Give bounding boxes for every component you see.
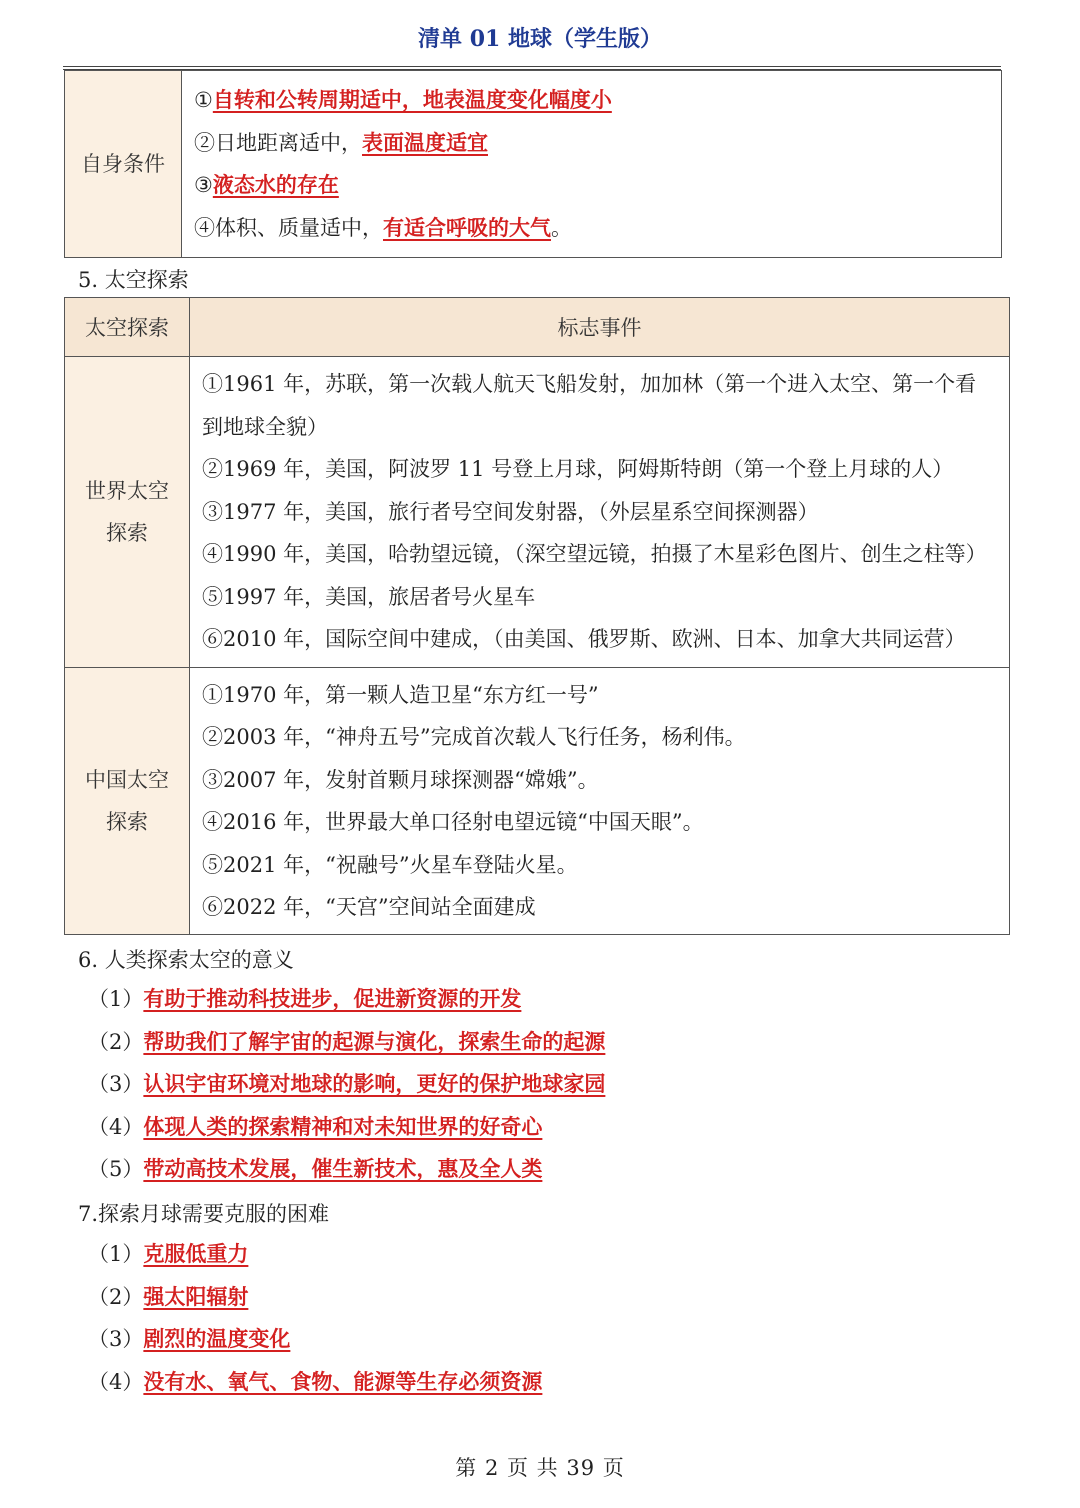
event-item: ①1961 年，苏联，第一次载人航天飞船发射，加加林（第一个进入太空、第一个看到地球全貌）	[202, 372, 977, 439]
event-item: ④2016 年，世界最大单口径射电望远镜“中国天眼”。	[202, 810, 704, 834]
self-condition-item: ①自转和公转周期适中，地表温度变化幅度小	[194, 87, 612, 112]
list-item: （5）带动高技术发展，催生新技术，惠及全人类	[88, 1156, 543, 1181]
event-item: ④1990 年，美国，哈勃望远镜，（深空望远镜，拍摄了木星彩色图片、创生之柱等）	[202, 542, 987, 567]
event-item: ①1970 年，第一颗人造卫星“东方红一号”	[202, 682, 599, 707]
list-item: （3）剧烈的温度变化	[88, 1326, 291, 1351]
self-conditions-label: 自身条件	[65, 71, 182, 258]
self-conditions-content	[182, 71, 1002, 258]
world-exploration-events	[190, 357, 1010, 668]
section-6-title: 6. 人类探索太空的意义	[78, 948, 294, 972]
self-condition-item: ④体积、质量适中，有适合呼吸的大气。	[194, 214, 572, 240]
china-exploration-events	[190, 668, 1010, 935]
list-item: （4）体现人类的探索精神和对未知世界的好奇心	[88, 1113, 543, 1139]
list-item: （1）克服低重力	[88, 1241, 249, 1266]
event-item: ②1969 年，美国，阿波罗 11 号登上月球，阿姆斯特朗（第一个登上月球的人）	[202, 457, 954, 482]
list-item: （1）有助于推动科技进步，促进新资源的开发	[88, 986, 522, 1011]
difficulties-list	[88, 1233, 542, 1403]
self-condition-item: ②日地距离适中，表面温度适宜	[194, 129, 488, 155]
event-item: ⑤1997 年，美国，旅居者号火星车	[202, 584, 536, 609]
page-footer: 第 2 页 共 39 页	[455, 1456, 625, 1480]
list-item: （2）强太阳辐射	[88, 1283, 249, 1309]
world-exploration-label: 世界太空 探索	[65, 357, 190, 668]
event-item: ③2007 年，发射首颗月球探测器“嫦娥”。	[202, 767, 599, 792]
event-item: ⑤2021 年，“祝融号”火星车登陆火星。	[202, 852, 578, 877]
page-title: 清单 01 地球（学生版）	[418, 26, 662, 52]
event-item: ⑥2010 年，国际空间中建成，（由美国、俄罗斯、欧洲、日本、加拿大共同运营）	[202, 627, 966, 652]
list-item: （2）帮助我们了解宇宙的起源与演化，探索生命的起源	[88, 1028, 606, 1054]
section-7-title: 7.探索月球需要克服的困难	[78, 1202, 330, 1226]
col-header-events: 标志事件	[190, 298, 1010, 357]
self-condition-item: ③液态水的存在	[194, 172, 339, 197]
list-item: （3）认识宇宙环境对地球的影响，更好的保护地球家园	[88, 1071, 606, 1096]
space-exploration-table	[64, 297, 1010, 935]
list-item: （4）没有水、氧气、食物、能源等生存必须资源	[88, 1368, 543, 1394]
event-item: ③1977 年，美国，旅行者号空间发射器，（外层星系空间探测器）	[202, 499, 819, 524]
event-item: ②2003 年，“神舟五号”完成首次载人飞行任务，杨利伟。	[202, 725, 746, 749]
self-conditions-table	[64, 70, 1002, 258]
col-header-exploration: 太空探索	[65, 298, 190, 357]
significance-list	[88, 978, 605, 1191]
china-exploration-label: 中国太空 探索	[65, 668, 190, 935]
section-5-title: 5. 太空探索	[78, 268, 189, 292]
event-item: ⑥2022 年，“天宫”空间站全面建成	[202, 895, 536, 919]
